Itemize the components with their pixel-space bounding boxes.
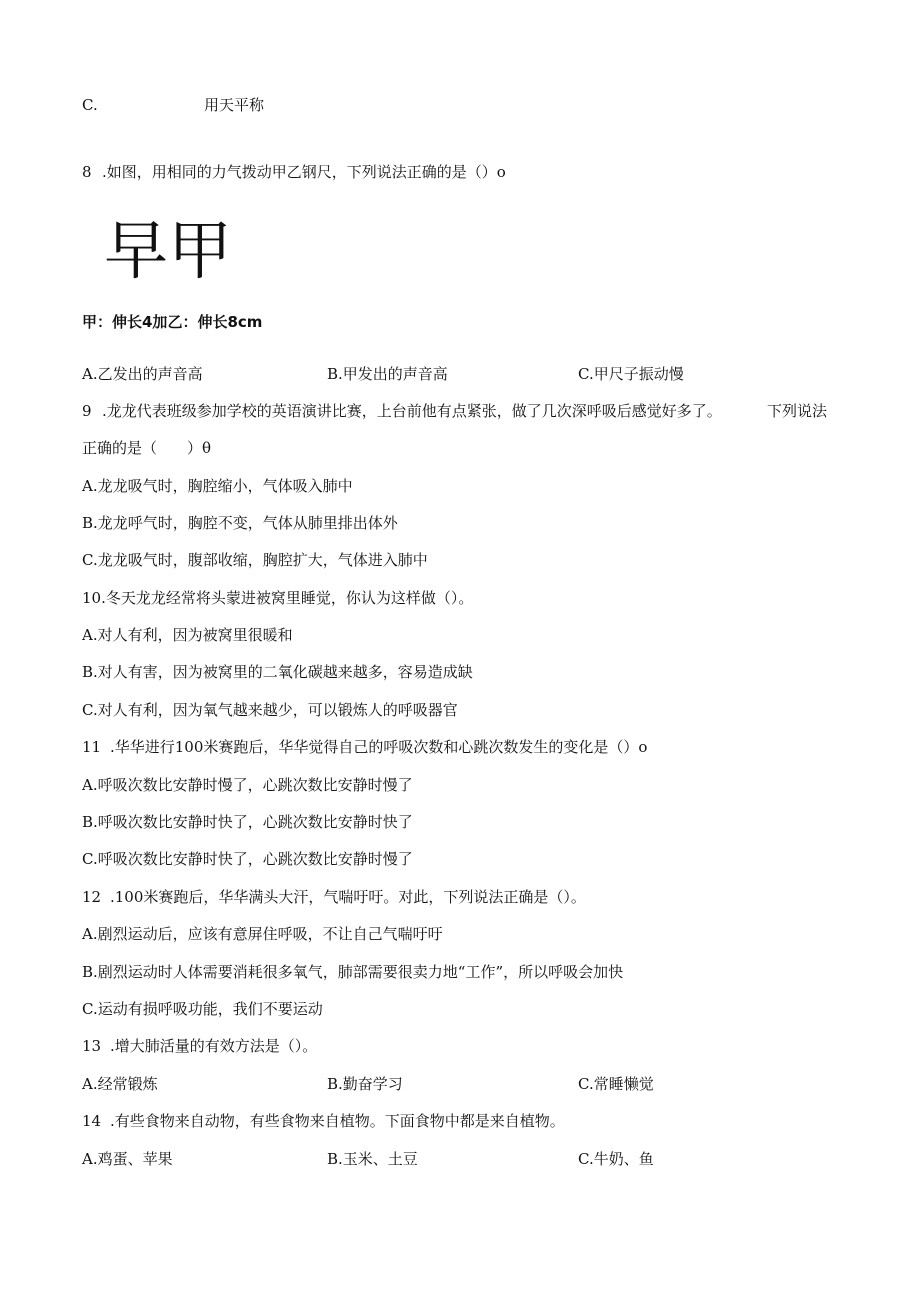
question-12-option-b: B.剧烈运动时人体需要消耗很多氧气，肺部需要很卖力地“工作”，所以呼吸会加快	[82, 963, 624, 981]
question-10-stem: 10.冬天龙龙经常将头蒙进被窝里睡觉，你认为这样做（）。	[82, 589, 474, 607]
question-9-stem-tail: 下列说法	[767, 402, 828, 420]
question-9-option-c: C.龙龙吸气时，腹部收缩，胸腔扩大，气体进入肺中	[82, 551, 428, 569]
question-13-option-b: B.勤奋学习	[327, 1075, 403, 1093]
question-12-stem	[82, 887, 586, 907]
option-text: 用天平称	[204, 96, 265, 114]
question-14-option-c: C.牛奶、鱼	[578, 1150, 654, 1168]
question-9-option-a: A.龙龙吸气时，胸腔缩小，气体吸入肺中	[82, 477, 353, 495]
question-text: .增大肺活量的有效方法是（）。	[110, 1037, 318, 1055]
question-14-stem	[82, 1111, 565, 1131]
question-number: 12	[82, 888, 102, 906]
question-8-stem	[82, 162, 506, 182]
question-8-option-a: A.乙发出的声音高	[82, 365, 203, 383]
question-12-option-c: C.运动有损呼吸功能，我们不要运动	[82, 1000, 323, 1018]
question-14-option-b: B.玉米、土豆	[327, 1150, 418, 1168]
q7-option-c	[82, 95, 265, 115]
question-text: .100米赛跑后，华华满头大汗，气喘吁吁。对此，下列说法正确是（）。	[110, 888, 586, 906]
question-number: 9	[82, 402, 92, 420]
question-text: .华华进行100米赛跑后，华华觉得自己的呼吸次数和心跳次数发生的变化是（）o	[110, 738, 648, 756]
question-number: 14	[82, 1112, 102, 1130]
figure-caption: 甲：伸长4加乙：伸长8cm	[82, 313, 263, 331]
question-13-stem	[82, 1036, 318, 1056]
question-9-stem	[82, 401, 722, 421]
question-10-option-c: C.对人有利，因为氧气越来越少，可以锻炼人的呼吸器官	[82, 701, 458, 719]
question-number: 11	[82, 738, 102, 756]
question-9-option-b: B.龙龙呼气时，胸腔不变，气体从肺里排出体外	[82, 514, 398, 532]
question-8-option-c: C.甲尺子振动慢	[578, 365, 684, 383]
question-12-option-a: A.剧烈运动后，应该有意屏住呼吸，不让自己气喘吁吁	[82, 925, 443, 943]
question-11-stem	[82, 737, 648, 757]
question-8-option-b: B.甲发出的声音高	[327, 365, 448, 383]
question-text: .有些食物来自动物，有些食物来自植物。下面食物中都是来自植物。	[110, 1112, 565, 1130]
question-9-stem-line2: 正确的是（ ）θ	[82, 439, 212, 457]
question-11-option-c: C.呼吸次数比安静时快了，心跳次数比安静时慢了	[82, 850, 413, 868]
question-11-option-a: A.呼吸次数比安静时慢了，心跳次数比安静时慢了	[82, 776, 413, 794]
question-text: .龙龙代表班级参加学校的英语演讲比赛，上台前他有点紧张，做了几次深呼吸后感觉好多了。	[102, 402, 722, 420]
question-number: 8	[82, 163, 92, 181]
question-11-option-b: B.呼吸次数比安静时快了，心跳次数比安静时快了	[82, 813, 413, 831]
option-letter: C.	[82, 96, 98, 114]
question-text: .如图，用相同的力气拨动甲乙钢尺，下列说法正确的是（）o	[102, 163, 506, 181]
question-10-option-a: A.对人有利，因为被窝里很暖和	[82, 626, 293, 644]
question-13-option-c: C.常睡懒觉	[578, 1075, 654, 1093]
question-number: 13	[82, 1037, 102, 1055]
question-14-option-a: A.鸡蛋、苹果	[82, 1150, 173, 1168]
question-10-option-b: B.对人有害，因为被窝里的二氧化碳越来越多，容易造成缺	[82, 663, 473, 681]
ruler-figure-text: 早甲	[104, 215, 232, 289]
question-13-option-a: A.经常锻炼	[82, 1075, 158, 1093]
